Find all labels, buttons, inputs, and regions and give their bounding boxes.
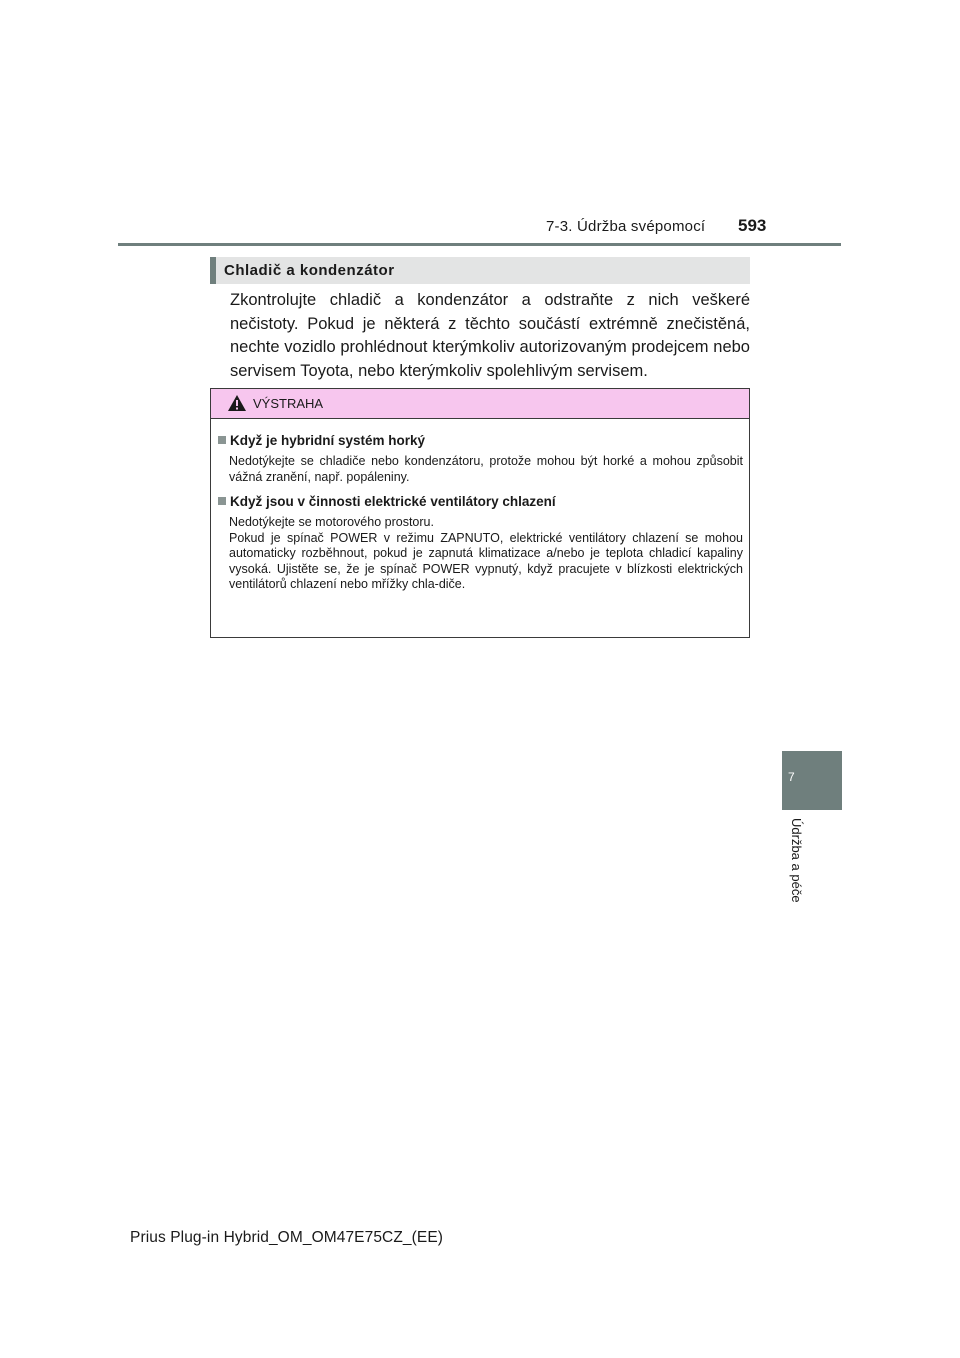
warning-item-heading — [217, 432, 743, 450]
warning-title: VÝSTRAHA — [253, 396, 324, 411]
warning-header — [211, 389, 749, 419]
section-heading-accent — [210, 257, 216, 284]
document-footer: Prius Plug-in Hybrid_OM_OM47E75CZ_(EE) — [130, 1229, 444, 1246]
warning-item-text — [229, 515, 743, 593]
warning-item-line: Nedotýkejte se chladiče nebo kondenzátoru, protože mohou být horké a mohou způsobit vážná zranění, např. popáleniny. — [229, 454, 743, 484]
chapter-tab-label: Údržba a péče — [789, 818, 804, 903]
running-header: 7-3. Údržba svépomocí — [546, 218, 706, 235]
page-number: 593 — [738, 216, 767, 235]
warning-item-heading — [217, 493, 743, 511]
chapter-tab-number: 7 — [788, 770, 795, 784]
section-heading-bar — [210, 257, 750, 284]
section-title: Chladič a kondenzátor — [224, 262, 395, 279]
warning-box — [210, 388, 750, 638]
section-body-text: Zkontrolujte chladič a kondenzátor a odstraňte z nich veškeré nečistoty. Pokud je některá z těchto součástí extrémně znečistěná, nechte vozidlo prohlédnout kterýmkoliv autorizovaným prodejcem nebo servisem Toyota, nebo kterýmkoliv spolehlivým servisem. — [230, 291, 750, 380]
warning-item-line: Nedotýkejte se motorového prostoru. — [229, 515, 434, 529]
warning-item-line: Pokud je spínač POWER v režimu ZAPNUTO, elektrické ventilátory chlazení se mohou automaticky rozběhnout, pokud je zapnutá klimatizace a/nebo je teplota chladicí kapaliny vysoká. Ujistěte se, že je spínač POWER vypnutý, když pracujete v blízkosti elektrických ventilátorů chlazení nebo mřížky chla-diče. — [229, 530, 743, 591]
warning-triangle-icon — [227, 394, 247, 417]
warning-item — [217, 432, 743, 485]
warning-item — [217, 493, 743, 593]
bullet-square-icon — [218, 436, 226, 444]
warning-item-heading-text: Když jsou v činnosti elektrické ventilátory chlazení — [230, 494, 556, 509]
bullet-square-icon — [218, 497, 226, 505]
warning-item-text — [229, 454, 743, 485]
warning-item-heading-text: Když je hybridní systém horký — [230, 433, 426, 448]
header-divider — [118, 243, 841, 246]
